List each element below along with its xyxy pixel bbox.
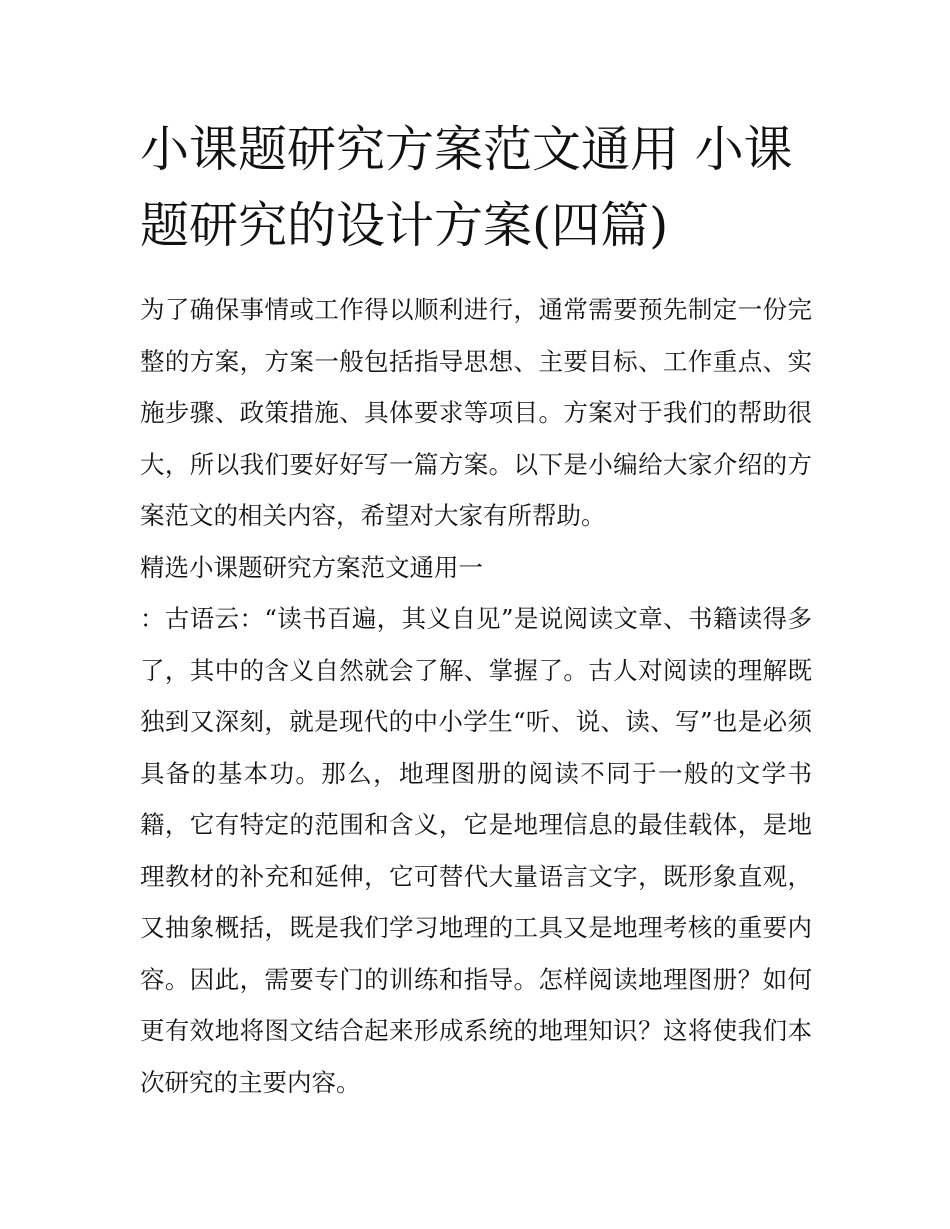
intro-paragraph: 为了确保事情或工作得以顺利进行，通常需要预先制定一份完整的方案，方案一般包括指导思想、主要目标、工作重点、实施步骤、政策措施、具体要求等项目。方案对于我们的帮助很大，所以我们要好好写一篇方案。以下是小编给大家介绍的方案范文的相关内容，希望对大家有所帮助。 — [140, 295, 812, 530]
body-paragraph: ：古语云：“读书百遍，其义自见”是说阅读文章、书籍读得多了，其中的含义自然就会了解、掌握了。古人对阅读的理解既独到又深刻，就是现代的中小学生“听、说、读、写”也是必须具备的基本功。那么，地理图册的阅读不同于一般的文学书籍，它有特定的范围和含义，它是地理信息的最佳载体，是地理教材的补充和延伸，它可替代大量语言文字，既形象直观，又抽象概括，既是我们学习地理的工具又是地理考核的重要内容。因此，需要专门的训练和指导。怎样阅读地理图册？如何更有效地将图文结合起来形成系统的地理知识？这将使我们本次研究的主要内容。 — [140, 604, 812, 1097]
section-heading: 精选小课题研究方案范文通用一 — [140, 552, 483, 582]
document-page — [140, 112, 812, 1108]
document-title: 小课题研究方案范文通用 小课题研究的设计方案(四篇) — [140, 121, 793, 254]
